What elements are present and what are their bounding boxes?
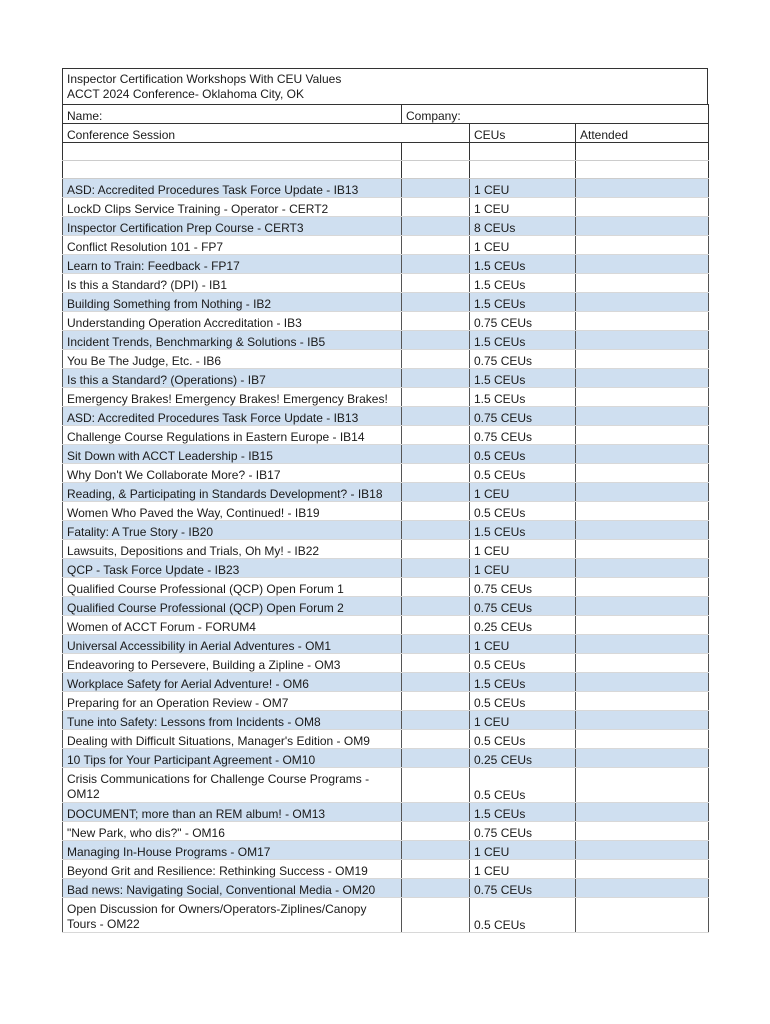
- session-name: Open Discussion for Owners/Operators-Ziplines/Canopy Tours - OM22: [63, 898, 402, 933]
- session-name: Reading, & Participating in Standards Development? - IB18: [63, 483, 402, 502]
- ceu-value: 8 CEUs: [470, 217, 576, 236]
- ceu-value: 1.5 CEUs: [470, 255, 576, 274]
- table-row: [63, 841, 709, 860]
- spacer-cell: [402, 822, 470, 841]
- attended-cell[interactable]: [576, 559, 709, 578]
- spacer-cell: [402, 559, 470, 578]
- table-row: [63, 388, 709, 407]
- spacer-cell: [402, 635, 470, 654]
- attended-cell[interactable]: [576, 635, 709, 654]
- table-row: [63, 749, 709, 768]
- attended-cell[interactable]: [576, 616, 709, 635]
- table-row: [63, 426, 709, 445]
- spacer-cell: [402, 749, 470, 768]
- ceu-value: 0.5 CEUs: [470, 692, 576, 711]
- table-row: [63, 464, 709, 483]
- attended-cell[interactable]: [576, 198, 709, 217]
- ceu-value: 1 CEU: [470, 559, 576, 578]
- session-name: Beyond Grit and Resilience: Rethinking Success - OM19: [63, 860, 402, 879]
- session-name: Workplace Safety for Aerial Adventure! - OM6: [63, 673, 402, 692]
- attended-cell[interactable]: [576, 673, 709, 692]
- session-name: Fatality: A True Story - IB20: [63, 521, 402, 540]
- attended-cell[interactable]: [576, 369, 709, 388]
- document-subtitle: ACCT 2024 Conference- Oklahoma City, OK: [67, 87, 304, 101]
- spacer-cell: [402, 483, 470, 502]
- table-row: [63, 293, 709, 312]
- ceu-value: 0.5 CEUs: [470, 898, 576, 933]
- session-name: Incident Trends, Benchmarking & Solutions - IB5: [63, 331, 402, 350]
- table-row: [63, 407, 709, 426]
- document-header: [62, 68, 708, 104]
- table-row: [63, 692, 709, 711]
- attended-cell[interactable]: [576, 803, 709, 822]
- attended-cell[interactable]: [576, 236, 709, 255]
- attended-cell[interactable]: [576, 388, 709, 407]
- attended-cell[interactable]: [576, 312, 709, 331]
- spacer-cell: [402, 464, 470, 483]
- attended-cell[interactable]: [576, 521, 709, 540]
- table-row: [63, 860, 709, 879]
- spacer-cell: [402, 179, 470, 198]
- table-row: [63, 274, 709, 293]
- ceu-value: 0.5 CEUs: [470, 654, 576, 673]
- spacer-cell: [402, 673, 470, 692]
- company-field[interactable]: Company:: [402, 105, 709, 124]
- spacer-cell: [402, 860, 470, 879]
- session-name: Dealing with Difficult Situations, Manager's Edition - OM9: [63, 730, 402, 749]
- spacer-cell: [402, 369, 470, 388]
- attended-cell[interactable]: [576, 350, 709, 369]
- table-row: [63, 559, 709, 578]
- ceu-value: 0.5 CEUs: [470, 730, 576, 749]
- attended-cell[interactable]: [576, 217, 709, 236]
- session-name: Women Who Paved the Way, Continued! - IB19: [63, 502, 402, 521]
- spacer-cell: [402, 841, 470, 860]
- ceu-value: 0.75 CEUs: [470, 822, 576, 841]
- ceu-value: 1.5 CEUs: [470, 521, 576, 540]
- attended-cell[interactable]: [576, 841, 709, 860]
- name-field[interactable]: Name:: [63, 105, 402, 124]
- column-header-attended: Attended: [576, 124, 709, 143]
- ceu-value: 0.5 CEUs: [470, 768, 576, 803]
- ceu-value: 0.5 CEUs: [470, 445, 576, 464]
- spacer-cell: [402, 217, 470, 236]
- spacer-cell: [402, 768, 470, 803]
- session-name: Inspector Certification Prep Course - CERT3: [63, 217, 402, 236]
- ceu-value: 1 CEU: [470, 711, 576, 730]
- table-row: [63, 616, 709, 635]
- attended-cell[interactable]: [576, 464, 709, 483]
- attended-cell[interactable]: [576, 274, 709, 293]
- ceu-value: 0.5 CEUs: [470, 464, 576, 483]
- table-row: [63, 179, 709, 198]
- session-name: Bad news: Navigating Social, Conventional Media - OM20: [63, 879, 402, 898]
- spacer-cell: [402, 198, 470, 217]
- spacer-cell: [402, 803, 470, 822]
- ceu-value: 0.5 CEUs: [470, 502, 576, 521]
- attended-cell[interactable]: [576, 879, 709, 898]
- session-name: You Be The Judge, Etc. - IB6: [63, 350, 402, 369]
- spacer-cell: [402, 540, 470, 559]
- session-name: Qualified Course Professional (QCP) Open Forum 2: [63, 597, 402, 616]
- ceu-value: 1.5 CEUs: [470, 369, 576, 388]
- table-row: [63, 369, 709, 388]
- ceu-value: 1 CEU: [470, 179, 576, 198]
- spacer-cell: [402, 255, 470, 274]
- session-name: QCP - Task Force Update - IB23: [63, 559, 402, 578]
- ceu-value: 0.25 CEUs: [470, 749, 576, 768]
- ceu-value: 0.25 CEUs: [470, 616, 576, 635]
- spacer-cell: [402, 312, 470, 331]
- attended-cell[interactable]: [576, 255, 709, 274]
- spacer-cell: [402, 616, 470, 635]
- ceu-value: 1.5 CEUs: [470, 388, 576, 407]
- session-name: Lawsuits, Depositions and Trials, Oh My! - IB22: [63, 540, 402, 559]
- session-name: Women of ACCT Forum - FORUM4: [63, 616, 402, 635]
- ceu-value: 1 CEU: [470, 540, 576, 559]
- spacer-cell: [402, 407, 470, 426]
- table-row: [63, 521, 709, 540]
- session-name: Is this a Standard? (Operations) - IB7: [63, 369, 402, 388]
- attended-cell[interactable]: [576, 597, 709, 616]
- attended-cell[interactable]: [576, 578, 709, 597]
- ceu-value: 0.75 CEUs: [470, 407, 576, 426]
- table-row: [63, 711, 709, 730]
- ceu-value: 1.5 CEUs: [470, 803, 576, 822]
- spacer-cell: [402, 692, 470, 711]
- table-row: [63, 483, 709, 502]
- spacer-cell: [402, 521, 470, 540]
- ceu-value: 1 CEU: [470, 635, 576, 654]
- table-row: [63, 236, 709, 255]
- table-row: [63, 673, 709, 692]
- spacer-cell: [402, 274, 470, 293]
- session-name: Challenge Course Regulations in Eastern Europe - IB14: [63, 426, 402, 445]
- sessions-table: [62, 104, 709, 933]
- session-name: "New Park, who dis?" - OM16: [63, 822, 402, 841]
- attended-cell[interactable]: [576, 822, 709, 841]
- spacer-cell: [402, 293, 470, 312]
- table-row: [63, 198, 709, 217]
- spacer-cell: [402, 898, 470, 933]
- attended-cell[interactable]: [576, 749, 709, 768]
- ceu-worksheet: [62, 68, 708, 933]
- table-row: [63, 730, 709, 749]
- spacer-cell: [402, 879, 470, 898]
- ceu-value: 0.75 CEUs: [470, 597, 576, 616]
- table-row: [63, 255, 709, 274]
- table-row: [63, 822, 709, 841]
- spacer-cell: [402, 502, 470, 521]
- table-row: [63, 312, 709, 331]
- table-row: [63, 331, 709, 350]
- session-name: Managing In-House Programs - OM17: [63, 841, 402, 860]
- session-name: LockD Clips Service Training - Operator - CERT2: [63, 198, 402, 217]
- table-row: [63, 898, 709, 933]
- attended-cell[interactable]: [576, 692, 709, 711]
- name-company-row: [63, 105, 709, 124]
- attended-cell[interactable]: [576, 445, 709, 464]
- table-row: [63, 217, 709, 236]
- attended-cell[interactable]: [576, 898, 709, 933]
- ceu-value: 1 CEU: [470, 483, 576, 502]
- spacer-cell: [402, 445, 470, 464]
- attended-cell[interactable]: [576, 426, 709, 445]
- session-name: Crisis Communications for Challenge Course Programs - OM12: [63, 768, 402, 803]
- session-name: ASD: Accredited Procedures Task Force Update - IB13: [63, 407, 402, 426]
- ceu-value: 0.75 CEUs: [470, 350, 576, 369]
- ceu-value: 0.75 CEUs: [470, 879, 576, 898]
- ceu-value: 1.5 CEUs: [470, 331, 576, 350]
- session-name: 10 Tips for Your Participant Agreement - OM10: [63, 749, 402, 768]
- ceu-value: 1 CEU: [470, 198, 576, 217]
- session-name: Sit Down with ACCT Leadership - IB15: [63, 445, 402, 464]
- table-row: [63, 768, 709, 803]
- table-row: [63, 350, 709, 369]
- spacer-cell: [402, 654, 470, 673]
- table-row: [63, 578, 709, 597]
- spacer-cell: [402, 711, 470, 730]
- session-name: Conflict Resolution 101 - FP7: [63, 236, 402, 255]
- session-name: Building Something from Nothing - IB2: [63, 293, 402, 312]
- session-name: Learn to Train: Feedback - FP17: [63, 255, 402, 274]
- column-header-ceus: CEUs: [470, 124, 576, 143]
- session-name: Emergency Brakes! Emergency Brakes! Emergency Brakes!: [63, 388, 402, 407]
- spacer-cell: [402, 426, 470, 445]
- session-name: Why Don't We Collaborate More? - IB17: [63, 464, 402, 483]
- attended-cell[interactable]: [576, 483, 709, 502]
- attended-cell[interactable]: [576, 293, 709, 312]
- table-row: [63, 597, 709, 616]
- session-name: Endeavoring to Persevere, Building a Zipline - OM3: [63, 654, 402, 673]
- spacer-cell: [402, 236, 470, 255]
- attended-cell[interactable]: [576, 654, 709, 673]
- spacer-cell: [402, 388, 470, 407]
- spacer-cell: [402, 597, 470, 616]
- session-name: ASD: Accredited Procedures Task Force Update - IB13: [63, 179, 402, 198]
- ceu-value: 1.5 CEUs: [470, 673, 576, 692]
- attended-cell[interactable]: [576, 502, 709, 521]
- attended-cell[interactable]: [576, 407, 709, 426]
- table-row: [63, 635, 709, 654]
- spacer-cell: [402, 730, 470, 749]
- table-row: [63, 502, 709, 521]
- spacer-cell: [402, 350, 470, 369]
- ceu-value: 0.75 CEUs: [470, 578, 576, 597]
- table-row: [63, 540, 709, 559]
- ceu-value: 1.5 CEUs: [470, 293, 576, 312]
- column-header-session: Conference Session: [63, 124, 470, 143]
- attended-cell[interactable]: [576, 768, 709, 803]
- document-title: Inspector Certification Workshops With CEU Values: [67, 72, 342, 86]
- column-header-row: [63, 124, 709, 143]
- session-name: Understanding Operation Accreditation - IB3: [63, 312, 402, 331]
- table-row: [63, 654, 709, 673]
- ceu-value: 1 CEU: [470, 236, 576, 255]
- ceu-value: 0.75 CEUs: [470, 312, 576, 331]
- session-name: DOCUMENT; more than an REM album! - OM13: [63, 803, 402, 822]
- session-name: Qualified Course Professional (QCP) Open Forum 1: [63, 578, 402, 597]
- session-name: Universal Accessibility in Aerial Adventures - OM1: [63, 635, 402, 654]
- ceu-value: 0.75 CEUs: [470, 426, 576, 445]
- ceu-value: 1 CEU: [470, 841, 576, 860]
- ceu-value: 1 CEU: [470, 860, 576, 879]
- session-name: Is this a Standard? (DPI) - IB1: [63, 274, 402, 293]
- blank-row: [63, 161, 709, 179]
- ceu-value: 1.5 CEUs: [470, 274, 576, 293]
- attended-cell[interactable]: [576, 331, 709, 350]
- attended-cell[interactable]: [576, 730, 709, 749]
- session-name: Tune into Safety: Lessons from Incidents - OM8: [63, 711, 402, 730]
- table-row: [63, 445, 709, 464]
- table-row: [63, 803, 709, 822]
- table-row: [63, 879, 709, 898]
- attended-cell[interactable]: [576, 860, 709, 879]
- session-name: Preparing for an Operation Review - OM7: [63, 692, 402, 711]
- attended-cell[interactable]: [576, 179, 709, 198]
- attended-cell[interactable]: [576, 540, 709, 559]
- attended-cell[interactable]: [576, 711, 709, 730]
- spacer-cell: [402, 331, 470, 350]
- blank-row: [63, 143, 709, 161]
- spacer-cell: [402, 578, 470, 597]
